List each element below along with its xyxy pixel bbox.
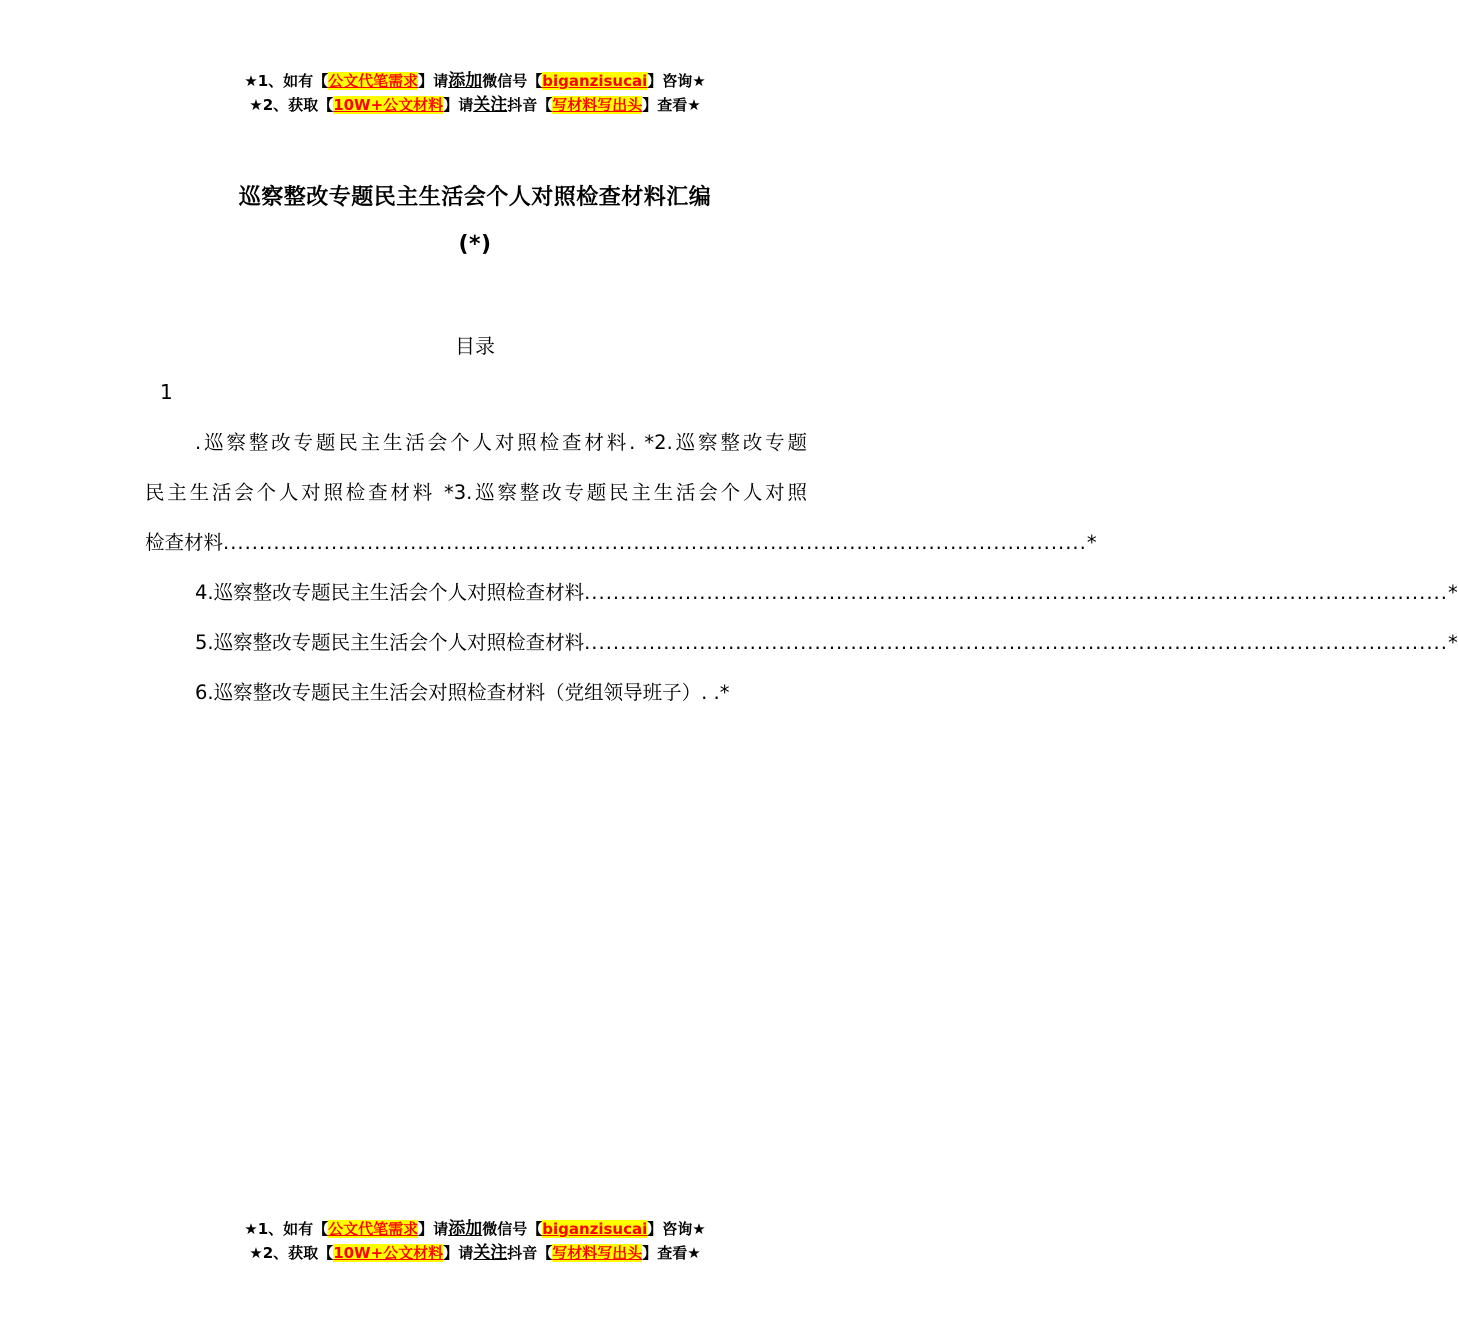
notice-highlight: 公文代笔需求 [328,72,419,90]
notice-highlight: biganzisucai [542,1220,648,1238]
toc-dot-leader: ........................................................................................................................ [584,631,1448,654]
notice-text: ★1、如有【 [244,1220,329,1238]
notice-text: 】咨询★ [647,1220,706,1238]
notice-text: 】咨询★ [647,72,706,90]
toc-entry-title: 5.巡察整改专题民主生活会个人对照检查材料 [195,631,585,654]
notice-line-2 [0,93,950,117]
toc-page-marker: * [1447,631,1458,654]
notice-highlight: biganzisucai [542,72,648,90]
notice-text: 】请 [443,1244,474,1262]
toc-entry [145,530,1097,580]
footer-notice [0,1217,950,1265]
toc-line: 民主生活会个人对照检查材料 *3.巡察整改专题民主生活会个人对照 [145,481,807,504]
toc-page-marker: * [1447,581,1458,604]
notice-line-1 [0,69,950,93]
header-notice [0,69,950,117]
notice-text: ★1、如有【 [244,72,329,90]
notice-text: 】请 [418,72,449,90]
toc-dot-leader: ........................................................................................................................ [584,581,1448,604]
notice-highlight: 10W+公文材料 [333,96,444,114]
toc-dot-leader: ........................................................................................................................ [223,531,1087,554]
notice-text: 】请 [418,1220,449,1238]
table-of-contents [145,430,1458,730]
notice-text: 抖音【 [507,1244,553,1262]
document-title: 巡察整改专题民主生活会个人对照检查材料汇编 [238,185,712,210]
notice-underline: 关注 [473,95,508,115]
toc-line: .巡察整改专题民主生活会个人对照检查材料. *2.巡察整改专题 [195,431,807,454]
notice-line-2 [0,1241,950,1265]
notice-highlight: 公文代笔需求 [328,1220,419,1238]
notice-underline: 关注 [473,1243,508,1263]
toc-entry [145,580,1458,630]
toc-heading: 目录 [455,334,495,358]
notice-text: 抖音【 [507,96,553,114]
toc-page-marker: * [719,681,730,704]
notice-highlight: 写材料写出头 [552,1244,643,1262]
notice-text: 】请 [443,96,474,114]
toc-entry [145,680,807,730]
toc-page-marker: * [1086,531,1097,554]
toc-entry-title: 6.巡察整改专题民主生活会对照检查材料（党组领导班子）. . [195,681,720,704]
notice-text: 】查看★ [642,1244,701,1262]
toc-entry [145,630,1458,680]
document-subtitle: (*) [458,232,492,257]
notice-text: ★2、获取【 [249,1244,334,1262]
toc-number: 1 [160,380,173,404]
toc-entry-title: 4.巡察整改专题民主生活会个人对照检查材料 [195,581,585,604]
notice-text: 微信号【 [482,72,543,90]
notice-text: ★2、获取【 [249,96,334,114]
toc-entry-title: 检查材料 [145,531,224,554]
notice-highlight: 10W+公文材料 [333,1244,444,1262]
notice-text: 】查看★ [642,96,701,114]
notice-underline: 添加 [448,71,483,91]
notice-text: 微信号【 [482,1220,543,1238]
notice-line-1 [0,1217,950,1241]
notice-underline: 添加 [448,1219,483,1239]
notice-highlight: 写材料写出头 [552,96,643,114]
